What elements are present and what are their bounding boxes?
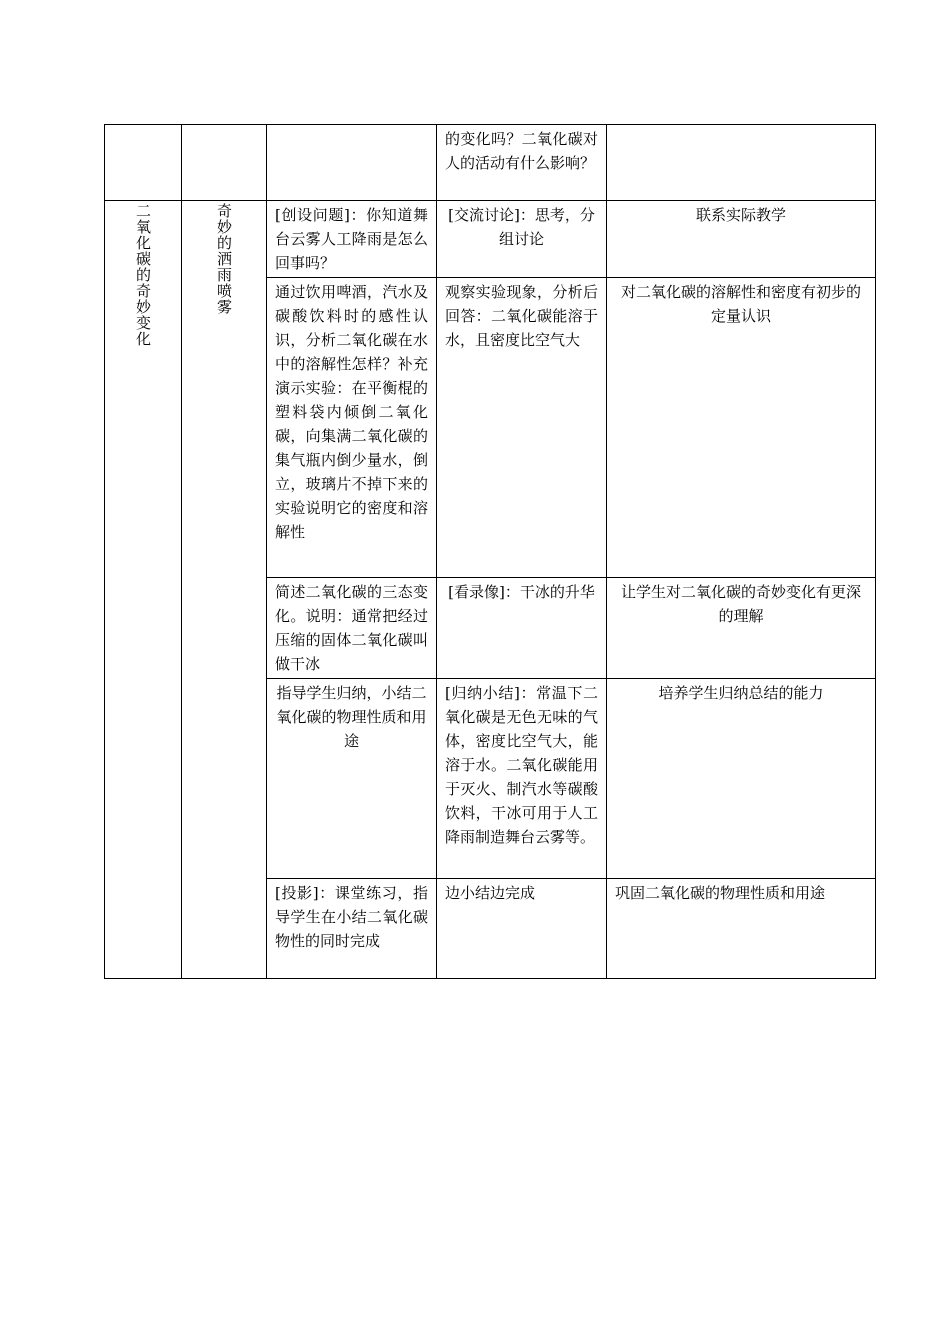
subsection-label: 奇妙的洒雨喷雾 [215, 203, 233, 315]
table-row-continued [105, 125, 876, 201]
table-row [105, 201, 876, 278]
teacher-activity-cell: [创设问题]：你知道舞台云雾人工降雨是怎么回事吗？ [267, 201, 437, 278]
design-intent-cell: 培养学生归纳总结的能力 [607, 679, 876, 879]
table-cell [182, 125, 267, 201]
student-activity-cell: 边小结边完成 [437, 879, 607, 979]
student-activity-cell: [归纳小结]：常温下二氧化碳是无色无味的气体，密度比空气大，能溶于水。二氧化碳能用于灭火、制汽水等碳酸饮料，干冰可用于人工降雨制造舞台云雾等。 [437, 679, 607, 879]
teacher-activity-cell: 简述二氧化碳的三态变化。说明：通常把经过压缩的固体二氧化碳叫做干冰 [267, 578, 437, 679]
subsection-label-cell [182, 201, 267, 979]
section-label-cell [105, 201, 182, 979]
design-intent-cell: 对二氧化碳的溶解性和密度有初步的定量认识 [607, 278, 876, 578]
student-activity-cell: [交流讨论]：思考，分组讨论 [437, 201, 607, 278]
teacher-activity-cell: 指导学生归纳，小结二氧化碳的物理性质和用途 [267, 679, 437, 879]
design-intent-cell: 巩固二氧化碳的物理性质和用途 [607, 879, 876, 979]
design-intent-cell: 让学生对二氧化碳的奇妙变化有更深的理解 [607, 578, 876, 679]
teacher-activity-cell: 通过饮用啤酒，汽水及碳酸饮料时的感性认识，分析二氧化碳在水中的溶解性怎样？补充演示实验：在平衡棍的塑料袋内倾倒二氧化碳，向集满二氧化碳的集气瓶内倒少量水，倒立，玻璃片不掉下来的实验说明它的密度和溶解性 [267, 278, 437, 578]
design-intent-cell: 联系实际教学 [607, 201, 876, 278]
section-label: 二氧化碳的奇妙变化 [134, 203, 152, 347]
lesson-plan-table [104, 124, 876, 979]
teacher-activity-cell: [投影]：课堂练习，指导学生在小结二氧化碳物性的同时完成 [267, 879, 437, 979]
table-cell [267, 125, 437, 201]
table-cell [105, 125, 182, 201]
table-cell [607, 125, 876, 201]
student-activity-cell: [看录像]：干冰的升华 [437, 578, 607, 679]
student-activity-cell: 观察实验现象，分析后回答：二氧化碳能溶于水，且密度比空气大 [437, 278, 607, 578]
student-activity-cell: 的变化吗？二氧化碳对人的活动有什么影响？ [437, 125, 607, 201]
